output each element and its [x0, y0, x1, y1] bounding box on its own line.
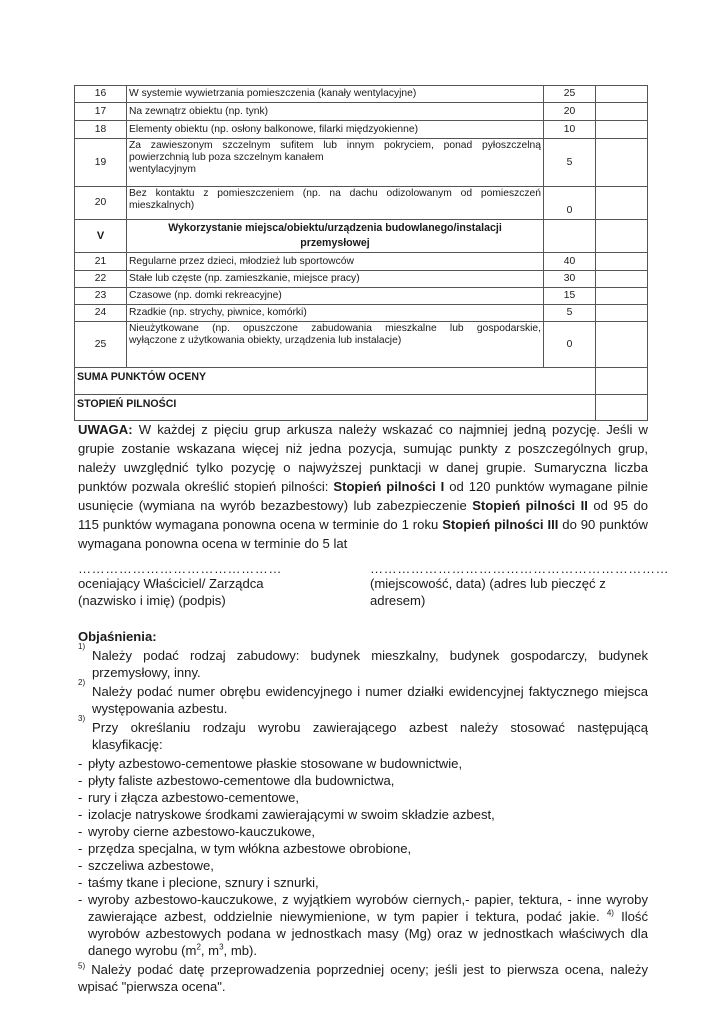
section-title-line: Wykorzystanie miejsca/obiektu/urządzenia budowlanego/instalacji [168, 222, 502, 234]
desc-line: Nieużytkowane (np. opuszczone zabudowania mieszkalne lub gospodarskie, [129, 323, 541, 334]
row-number: 21 [75, 253, 127, 271]
row-score-cell[interactable] [596, 187, 648, 220]
section-points-empty [544, 220, 596, 253]
row-number: 23 [75, 288, 127, 305]
row-description: Stałe lub częste (np. zamieszkanie, miejsce pracy) [127, 271, 544, 288]
footnote-mark: 5) [78, 961, 86, 971]
row-points: 0 [544, 322, 596, 368]
table-row [75, 139, 648, 187]
list-item-text: izolacje natryskowe środkami zawierającymi w swoim składzie azbest, [88, 807, 495, 822]
list-item: - izolacje natryskowe środkami zawierającymi w swoim składzie azbest, [78, 807, 495, 822]
note-text: od 95 do 115 punktów wymagana ponowna ocena w terminie do 1 roku [78, 498, 649, 532]
footnote-text: Przy określaniu rodzaju wyrobu zawierającego azbest należy stosować następującą klasyfikację: [92, 720, 648, 752]
assessment-table [74, 85, 648, 421]
section-title [127, 220, 544, 253]
footnote-1: 1) Należy podać rodzaj zabudowy: budynek mieszkalny, budynek gospodarczy, budynek przemysłowy, inny. [78, 642, 648, 680]
note-text: od 120 punktów wymagane pilnie usunięcie (wymiana na wyrób bezazbestowy) lub zabezpieczenie [78, 479, 648, 513]
row-points: 5 [544, 305, 596, 322]
desc-line: powierzchnią lub poza szczelnym kanałem [129, 152, 324, 163]
section-number: V [75, 220, 127, 253]
sum-label: SUMA PUNKTÓW OCENY [75, 368, 596, 395]
list-item: - przędza specjalna, w tym włókna azbestowe obrobione, [78, 841, 412, 856]
note-text: do 90 punktów wymagana ponowna ocena w terminie do 5 lat [78, 517, 649, 551]
footnote-text: Należy podać rodzaj zabudowy: budynek mieszkalny, budynek gospodarczy, budynek przemysłowy, inny. [92, 648, 648, 680]
table-row [75, 271, 648, 288]
urgency-degree-3: Stopień pilności III [442, 517, 559, 532]
row-points: 5 [544, 139, 596, 187]
row-number: 17 [75, 103, 127, 121]
row-description: Czasowe (np. domki rekreacyjne) [127, 288, 544, 305]
sum-row [75, 368, 648, 395]
row-description: Na zewnątrz obiektu (np. tynk) [127, 103, 544, 121]
row-score-cell[interactable] [596, 271, 648, 288]
row-number: 25 [75, 322, 127, 368]
sum-value-cell[interactable] [596, 368, 648, 395]
table-row [75, 253, 648, 271]
list-item-text: wyroby azbestowo-kauczukowe, z wyjątkiem wyrobów ciernych,- papier, tektura, - inne wyroby zawierające azbest, oddzielnie niewymienione, w tym papier i tektura, podać jakie. [88, 892, 648, 924]
superscript: 3 [219, 942, 224, 952]
list-item-text: szczeliwa azbestowe, [88, 858, 214, 873]
table-row [75, 288, 648, 305]
urgency-row [75, 395, 648, 421]
row-points: 30 [544, 271, 596, 288]
row-score-cell[interactable] [596, 322, 648, 368]
list-item-text: rury i złącza azbestowo-cementowe, [88, 790, 300, 805]
desc-line: Bez kontaktu z pomieszczeniem (np. na dachu odizolowanym od pomieszczeń [129, 188, 541, 199]
section-header-row [75, 220, 648, 253]
signature-caption: oceniający Właściciel/ Zarządca [78, 576, 264, 591]
row-score-cell[interactable] [596, 288, 648, 305]
signature-block-place-date [370, 561, 670, 609]
list-item-text: wyroby cierne azbestowo-kauczukowe, [88, 824, 316, 839]
list-item: - płyty faliste azbestowo-cementowe dla budownictwa, [78, 773, 395, 788]
footnote-4-text: Ilość wyrobów azbestowych podana w jednostkach masy (Mg) oraz w jednostkach właściwych dla danego wyrobu (m [88, 909, 648, 958]
desc-line: wyłączone z użytkowania obiekty, urządzenia lub instalacje) [129, 335, 402, 346]
urgency-value-cell[interactable] [596, 395, 648, 421]
footnote-4-text: , mb). [223, 943, 258, 958]
table-row [75, 121, 648, 139]
footnote-5 [78, 961, 648, 995]
table-row [75, 322, 648, 368]
signature-line[interactable]: ……………………………………… [78, 561, 282, 576]
row-points: 20 [544, 103, 596, 121]
list-item-text: taśmy tkane i plecione, sznury i sznurki, [88, 875, 319, 890]
note-label: UWAGA: [78, 422, 133, 437]
row-points: 25 [544, 86, 596, 103]
desc-line: Za zawieszonym szczelnym sufitem lub innym pokryciem, ponad pyłoszczelną [129, 140, 541, 151]
row-score-cell[interactable] [596, 139, 648, 187]
explanations-section [78, 628, 648, 995]
table-row [75, 187, 648, 220]
footnote-text: Należy podać datę przeprowadzenia poprzedniej oceny; jeśli jest to pierwsza ocena, należy wpisać "pierwsza ocena". [78, 962, 648, 994]
list-item: - płyty azbestowo-cementowe płaskie stosowane w budownictwie, [78, 756, 463, 771]
desc-line: wentylacyjnym [129, 164, 196, 175]
list-item: - szczeliwa azbestowe, [78, 858, 214, 873]
row-points: 40 [544, 253, 596, 271]
row-number: 24 [75, 305, 127, 322]
list-item-text: płyty azbestowo-cementowe płaskie stosowane w budownictwie, [88, 756, 463, 771]
urgency-label: STOPIEŃ PILNOŚCI [75, 395, 596, 421]
place-date-caption: (miejscowość, data) (adres lub pieczęć z adresem) [370, 576, 606, 608]
row-number: 18 [75, 121, 127, 139]
place-date-line[interactable]: ………………………………………………………… [370, 561, 670, 576]
note-text: W każdej z pięciu grup arkusza należy wskazać co najmniej jedną pozycję. Jeśli w grupie zostanie wskazana więcej niż jedna pozycja, sumując punkty z poszczególnych grup, należy uwzględnić tylko pozycję o najwyższej punktacji w danej grupie. Sumaryczna liczba punktów pozwala określić stopień pilności: [78, 422, 648, 494]
row-number: 22 [75, 271, 127, 288]
row-score-cell[interactable] [596, 121, 648, 139]
desc-line: mieszkalnych) [129, 200, 195, 211]
urgency-degree-2: Stopień pilności II [472, 498, 588, 513]
row-score-cell[interactable] [596, 253, 648, 271]
row-description: W systemie wywietrzania pomieszczenia (kanały wentylacyjne) [127, 86, 544, 103]
list-item-text: przędza specjalna, w tym włókna azbestowe obrobione, [88, 841, 412, 856]
list-item-text: płyty faliste azbestowo-cementowe dla budownictwa, [88, 773, 395, 788]
list-item: - rury i złącza azbestowo-cementowe, [78, 790, 300, 805]
explanations-title: Objaśnienia: [78, 629, 157, 644]
row-points: 0 [544, 187, 596, 220]
row-score-cell[interactable] [596, 103, 648, 121]
footnote-2: 2) Należy podać numer obrębu ewidencyjnego i numer działki ewidencyjnej faktycznego miejsca występowania azbestu. [78, 678, 648, 716]
row-description: Regularne przez dzieci, młodzież lub sportowców [127, 253, 544, 271]
superscript: 2 [196, 942, 201, 952]
row-points: 10 [544, 121, 596, 139]
list-item: - taśmy tkane i plecione, sznury i sznurki, [78, 875, 319, 890]
row-number: 19 [75, 139, 127, 187]
row-number: 20 [75, 187, 127, 220]
row-description: Elementy obiektu (np. osłony balkonowe, filarki międzyokienne) [127, 121, 544, 139]
table-row [75, 86, 648, 103]
list-item-last: - wyroby azbestowo-kauczukowe, z wyjątkiem wyrobów ciernych,- papier, tektura, - inne wyroby zawierające azbest, oddzielnie niewymienione, w tym papier i tektura, podać jakie. $^{4)}$ Ilość wyrobów azbestowych podana w jednostkach masy (Mg) oraz w jednostkach właściwych dla danego wyrobu ($m^2$, $m^3$, mb). [78, 892, 648, 958]
section-title-line: przemysłowej [300, 237, 370, 249]
row-score-cell[interactable] [596, 305, 648, 322]
section-score-empty [596, 220, 648, 253]
urgency-degree-1: Stopień pilności I [333, 479, 445, 494]
row-points: 15 [544, 288, 596, 305]
row-description: Rzadkie (np. strychy, piwnice, komórki) [127, 305, 544, 322]
footnote-text: Należy podać numer obrębu ewidencyjnego i numer działki ewidencyjnej faktycznego miejsca występowania azbestu. [92, 684, 648, 716]
table-row [75, 103, 648, 121]
table-row [75, 305, 648, 322]
row-description [127, 187, 544, 220]
row-score-cell[interactable] [596, 86, 648, 103]
footnote-3: 3) Przy określaniu rodzaju wyrobu zawierającego azbest należy stosować następującą klasyfikację: [78, 714, 648, 752]
list-item: - wyroby cierne azbestowo-kauczukowe, [78, 824, 316, 839]
row-description [127, 139, 544, 187]
signature-block-assessor [78, 563, 338, 609]
row-description [127, 322, 544, 368]
note-paragraph [78, 420, 648, 553]
signature-caption: (nazwisko i imię) (podpis) [78, 593, 226, 608]
row-number: 16 [75, 86, 127, 103]
footnote-4-text: , m [200, 943, 220, 958]
footnote-mark: 4) [606, 908, 614, 918]
